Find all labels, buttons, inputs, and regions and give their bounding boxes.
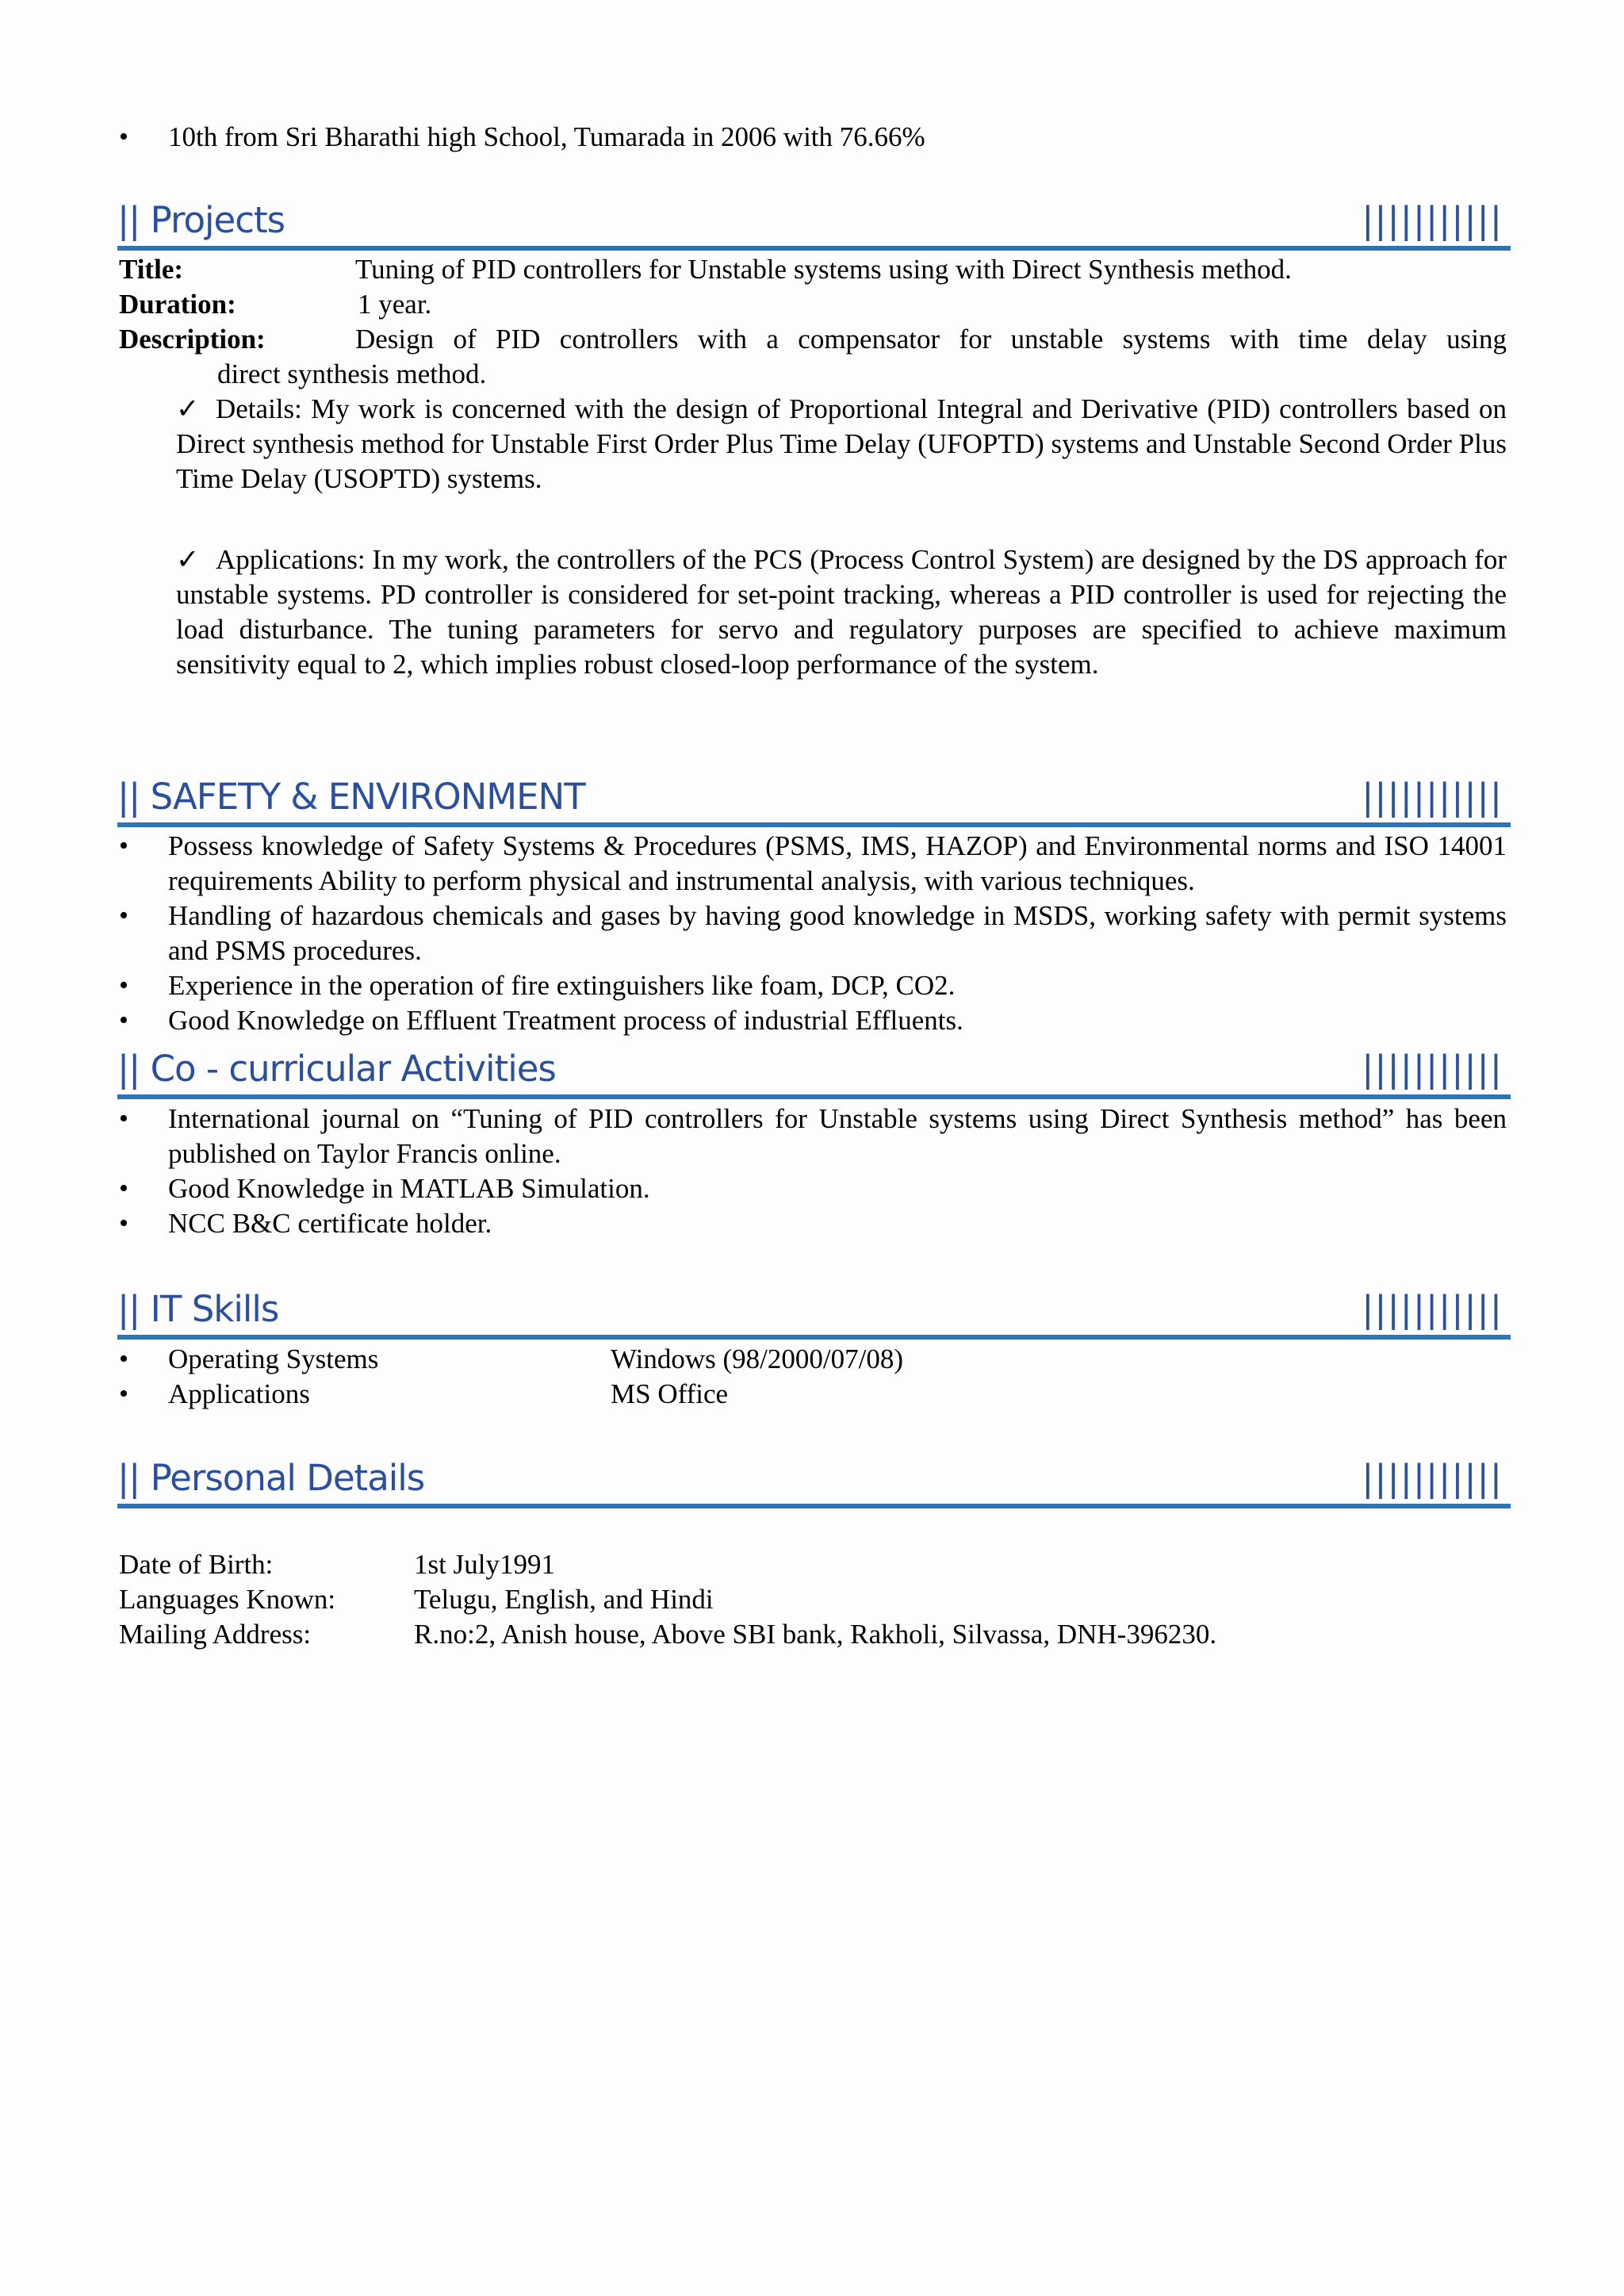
- project-title-value: Tuning of PID controllers for Unstable systems using with Direct Synthesis method.: [355, 254, 1292, 285]
- heading-title: || IT Skills: [117, 1288, 279, 1330]
- bullet-icon: •: [119, 122, 128, 151]
- project-applications-text: Applications: In my work, the controllers of the PCS (Process Control System) are designed by the DS approach for unstable systems. PD controller is considered for set-point tracking, whereas a PID controller is used for rejecting the load disturbance. The tuning parameters for servo and regulatory purposes are specified to achieve maximum sensitivity equal to 2, which implies robust closed-loop performance of the system.: [176, 544, 1507, 680]
- personal-address-label: Mailing Address:: [119, 1619, 312, 1650]
- personal-dob-value: 1st July1991: [414, 1549, 555, 1580]
- it-skill-label: Operating Systems: [168, 1343, 379, 1374]
- safety-item: [119, 899, 1507, 968]
- heading-bars-decoration: |||||||||||: [1362, 199, 1503, 241]
- section-heading-safety: [117, 769, 1511, 827]
- bullet-icon: •: [119, 901, 128, 930]
- section-heading-cocurricular: [117, 1041, 1511, 1099]
- safety-item-text: Handling of hazardous chemicals and gases by having good knowledge in MSDS, working safety with permit systems and PSMS procedures.: [168, 900, 1507, 966]
- safety-item: [119, 1003, 1507, 1038]
- cocurricular-item-text: NCC B&C certificate holder.: [168, 1208, 492, 1239]
- cocurricular-item: [119, 1102, 1507, 1171]
- section-heading-personal-details: [117, 1450, 1511, 1508]
- heading-bars-decoration: |||||||||||: [1362, 776, 1503, 818]
- project-description-continuation: direct synthesis method.: [217, 358, 487, 389]
- bullet-icon: •: [119, 1344, 128, 1374]
- bullet-icon: •: [119, 1209, 128, 1238]
- personal-dob-label: Date of Birth:: [119, 1549, 274, 1580]
- bullet-icon: •: [119, 971, 128, 1000]
- education-text: 10th from Sri Bharathi high School, Tumarada in 2006 with 76.66%: [168, 121, 925, 152]
- safety-item: [119, 829, 1507, 899]
- heading-rule: [117, 1335, 1511, 1340]
- it-skill-row: [119, 1377, 1507, 1412]
- project-duration-value: 1 year.: [358, 289, 432, 320]
- safety-item-text: Experience in the operation of fire extinguishers like foam, DCP, CO2.: [168, 970, 956, 1001]
- cocurricular-item-text: Good Knowledge in MATLAB Simulation.: [168, 1173, 650, 1204]
- heading-bars-decoration: |||||||||||: [1362, 1048, 1503, 1090]
- heading-bars-decoration: |||||||||||: [1362, 1457, 1503, 1499]
- bullet-icon: •: [119, 1379, 128, 1409]
- heading-bars-decoration: |||||||||||: [1362, 1288, 1503, 1330]
- checkmark-icon: ✓: [176, 544, 200, 575]
- safety-item-text: Possess knowledge of Safety Systems & Procedures (PSMS, IMS, HAZOP) and Environmental norms and ISO 14001 requirements Ability to perform physical and instrumental analysis, with various techniques.: [168, 830, 1507, 896]
- project-title-label: Title:: [119, 254, 184, 285]
- project-details: [176, 392, 1507, 496]
- cocurricular-item: [119, 1206, 1507, 1241]
- it-skill-label: Applications: [168, 1378, 310, 1409]
- section-heading-projects: [117, 192, 1511, 251]
- it-skill-value: MS Office: [611, 1378, 729, 1409]
- bullet-icon: •: [119, 1006, 128, 1035]
- heading-rule: [117, 246, 1511, 251]
- cocurricular-item-text: International journal on “Tuning of PID controllers for Unstable systems using Direct Synthesis method” has been published on Taylor Francis online.: [168, 1103, 1507, 1169]
- project-duration-label: Duration:: [119, 289, 236, 320]
- heading-rule: [117, 1094, 1511, 1099]
- bullet-icon: •: [119, 831, 128, 861]
- project-description-value: Design of PID controllers with a compensator for unstable systems with time delay using: [355, 324, 1507, 355]
- heading-rule: [117, 822, 1511, 827]
- cocurricular-item: [119, 1171, 1507, 1206]
- personal-languages-value: Telugu, English, and Hindi: [414, 1584, 714, 1615]
- heading-title: || SAFETY & ENVIRONMENT: [117, 776, 585, 818]
- safety-item-text: Good Knowledge on Effluent Treatment process of industrial Effluents.: [168, 1005, 963, 1036]
- project-applications: [176, 542, 1507, 682]
- bullet-icon: •: [119, 1104, 128, 1133]
- education-item: [119, 120, 1507, 155]
- project-description-label: Description:: [119, 324, 266, 355]
- section-heading-it-skills: [117, 1281, 1511, 1340]
- checkmark-icon: ✓: [176, 393, 200, 424]
- heading-title: || Co - curricular Activities: [117, 1048, 556, 1090]
- heading-rule: [117, 1504, 1511, 1508]
- bullet-icon: •: [119, 1174, 128, 1203]
- it-skill-value: Windows (98/2000/07/08): [611, 1343, 903, 1374]
- personal-address-value: R.no:2, Anish house, Above SBI bank, Rakholi, Silvassa, DNH-396230.: [414, 1619, 1217, 1650]
- personal-languages-label: Languages Known:: [119, 1584, 336, 1615]
- heading-title: || Personal Details: [117, 1457, 425, 1499]
- project-details-text: Details: My work is concerned with the design of Proportional Integral and Derivative (PID) controllers based on Direct synthesis method for Unstable First Order Plus Time Delay (UFOPTD) systems and Unstable Second Order Plus Time Delay (USOPTD) systems.: [176, 393, 1507, 494]
- safety-item: [119, 968, 1507, 1003]
- heading-title: || Projects: [117, 199, 285, 241]
